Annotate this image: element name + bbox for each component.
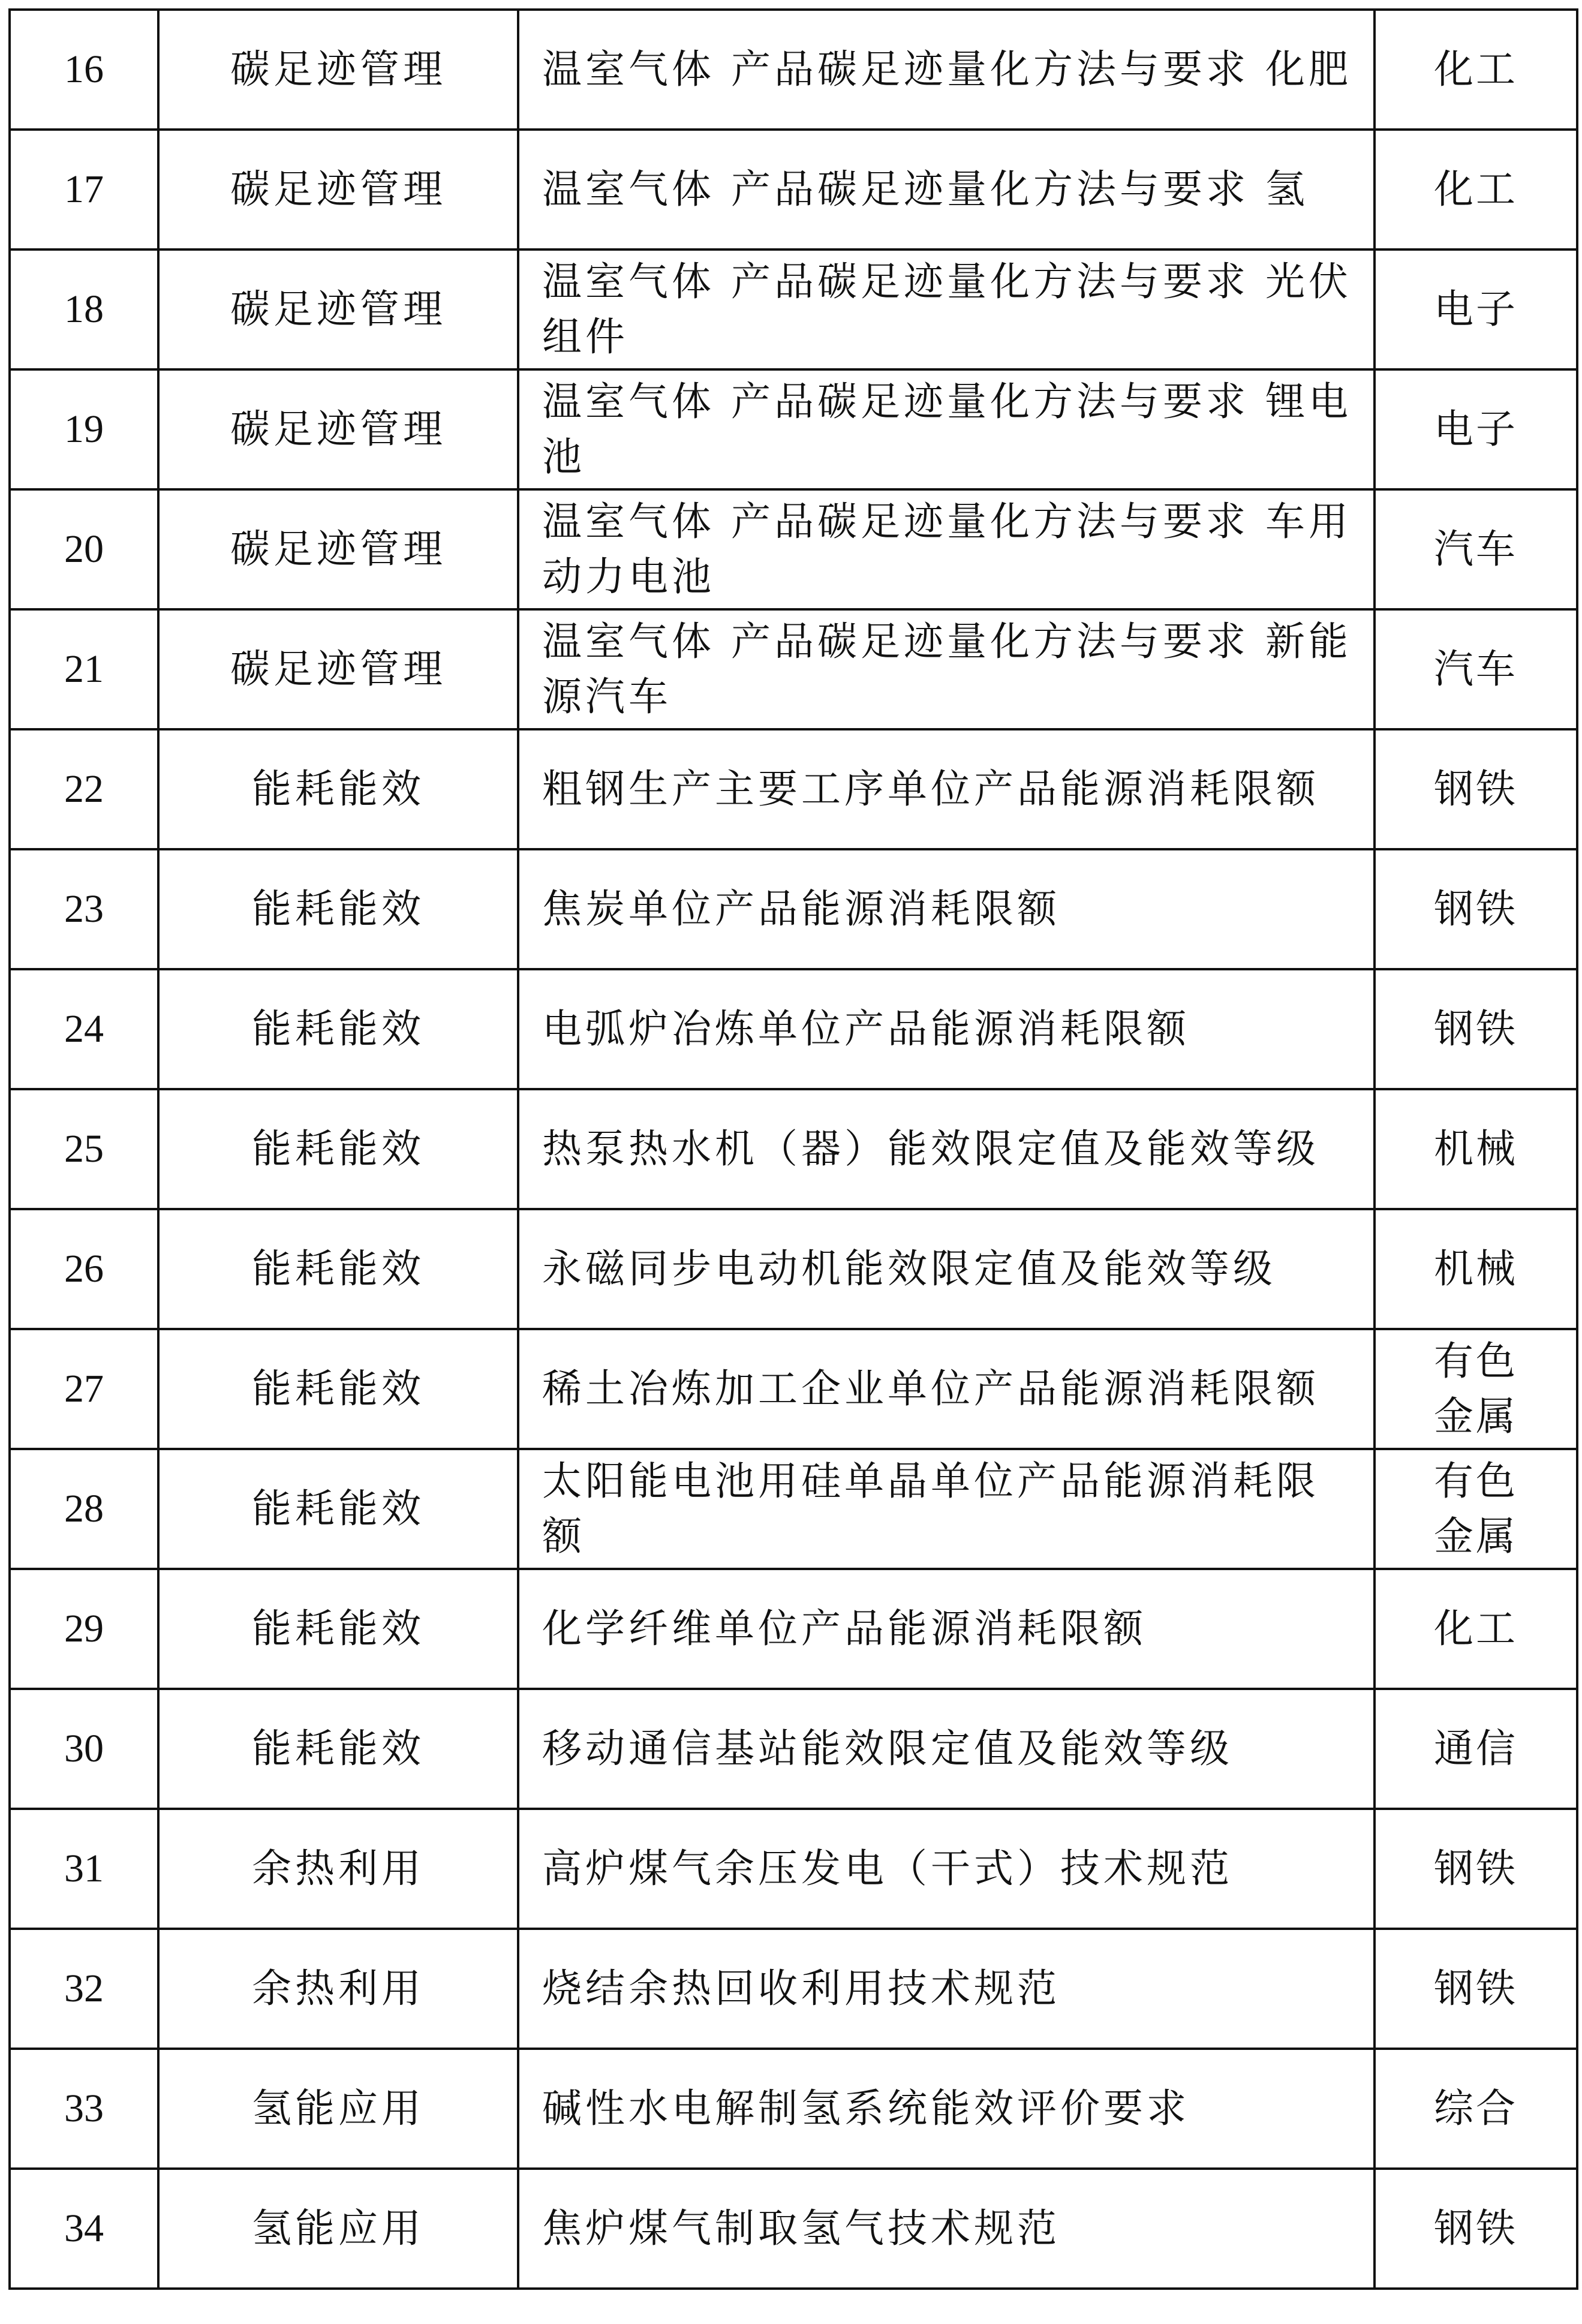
row-number: 26 [10,1209,158,1329]
table-row [10,729,1577,849]
row-standard-name: 焦炭单位产品能源消耗限额 [518,849,1375,969]
row-industry-label: 钢铁 [1434,1845,1518,1892]
row-number: 22 [10,729,158,849]
row-standard-name: 粗钢生产主要工序单位产品能源消耗限额 [518,729,1375,849]
row-category: 能耗能效 [158,1569,518,1689]
row-category: 碳足迹管理 [158,489,518,609]
row-industry-label: 汽车 [1434,526,1518,572]
row-category: 碳足迹管理 [158,10,518,130]
row-category: 碳足迹管理 [158,609,518,729]
row-industry-label: 通信 [1434,1725,1518,1772]
row-industry-label: 电子 [1434,406,1518,452]
row-industry-label: 钢铁 [1434,1006,1518,1052]
row-standard-name: 温室气体 产品碳足迹量化方法与要求 锂电池 [518,369,1375,489]
table-row [10,1329,1577,1449]
table-row [10,969,1577,1089]
row-category: 碳足迹管理 [158,249,518,369]
row-industry [1375,1089,1577,1209]
row-number: 17 [10,130,158,249]
table-row [10,1449,1577,1569]
row-category: 能耗能效 [158,849,518,969]
row-category: 氢能应用 [158,2049,518,2169]
row-industry-label: 化工 [1434,46,1518,92]
row-number: 24 [10,969,158,1089]
row-industry [1375,1449,1577,1569]
row-industry-label: 综合 [1434,2085,1518,2131]
row-number: 33 [10,2049,158,2169]
row-industry [1375,1329,1577,1449]
row-number: 28 [10,1449,158,1569]
row-category: 余热利用 [158,1929,518,2049]
table-row [10,1209,1577,1329]
row-standard-name: 温室气体 产品碳足迹量化方法与要求 化肥 [518,10,1375,130]
row-number: 32 [10,1929,158,2049]
row-standard-name: 电弧炉冶炼单位产品能源消耗限额 [518,969,1375,1089]
row-category: 能耗能效 [158,729,518,849]
row-industry-label: 钢铁 [1434,2205,1518,2251]
row-number: 27 [10,1329,158,1449]
row-standard-name: 温室气体 产品碳足迹量化方法与要求 车用动力电池 [518,489,1375,609]
table-row [10,369,1577,489]
row-industry-label: 有色金属 [1434,1458,1518,1559]
row-industry [1375,969,1577,1089]
table-row [10,2169,1577,2289]
row-industry [1375,609,1577,729]
row-standard-name: 温室气体 产品碳足迹量化方法与要求 新能源汽车 [518,609,1375,729]
row-industry [1375,2049,1577,2169]
row-standard-name: 永磁同步电动机能效限定值及能效等级 [518,1209,1375,1329]
row-number: 21 [10,609,158,729]
row-number: 16 [10,10,158,130]
row-industry-label: 化工 [1434,166,1518,212]
row-industry-label: 化工 [1434,1606,1518,1652]
table-row [10,1929,1577,2049]
row-category: 氢能应用 [158,2169,518,2289]
row-number: 18 [10,249,158,369]
row-industry-label: 电子 [1434,286,1518,332]
row-standard-name: 碱性水电解制氢系统能效评价要求 [518,2049,1375,2169]
row-standard-name: 稀土冶炼加工企业单位产品能源消耗限额 [518,1329,1375,1449]
row-industry-label: 汽车 [1434,646,1518,692]
row-industry [1375,1569,1577,1689]
row-industry-label: 有色金属 [1434,1338,1518,1439]
table-row [10,1569,1577,1689]
row-standard-name: 温室气体 产品碳足迹量化方法与要求 光伏组件 [518,249,1375,369]
row-category: 能耗能效 [158,1089,518,1209]
table-row [10,2049,1577,2169]
row-number: 20 [10,489,158,609]
row-number: 29 [10,1569,158,1689]
table-row [10,609,1577,729]
row-industry [1375,10,1577,130]
row-industry-label: 钢铁 [1434,766,1518,812]
row-category: 能耗能效 [158,1209,518,1329]
row-number: 19 [10,369,158,489]
table-row [10,489,1577,609]
row-industry [1375,1809,1577,1929]
row-standard-name: 烧结余热回收利用技术规范 [518,1929,1375,2049]
row-industry [1375,849,1577,969]
row-industry [1375,1689,1577,1809]
row-standard-name: 温室气体 产品碳足迹量化方法与要求 氢 [518,130,1375,249]
row-industry-label: 机械 [1434,1126,1518,1172]
row-category: 碳足迹管理 [158,130,518,249]
row-number: 25 [10,1089,158,1209]
row-number: 23 [10,849,158,969]
row-standard-name: 热泵热水机（器）能效限定值及能效等级 [518,1089,1375,1209]
row-standard-name: 高炉煤气余压发电（干式）技术规范 [518,1809,1375,1929]
table-row [10,1689,1577,1809]
row-industry [1375,1929,1577,2049]
standards-table [8,8,1578,2290]
row-number: 31 [10,1809,158,1929]
row-industry [1375,249,1577,369]
row-industry [1375,1209,1577,1329]
table-row [10,130,1577,249]
row-industry-label: 机械 [1434,1246,1518,1292]
row-industry [1375,489,1577,609]
row-category: 碳足迹管理 [158,369,518,489]
table-row [10,849,1577,969]
row-industry-label: 钢铁 [1434,1965,1518,2012]
row-number: 34 [10,2169,158,2289]
row-standard-name: 移动通信基站能效限定值及能效等级 [518,1689,1375,1809]
table-row [10,10,1577,130]
row-number: 30 [10,1689,158,1809]
row-industry [1375,729,1577,849]
row-industry-label: 钢铁 [1434,886,1518,932]
row-industry [1375,130,1577,249]
row-category: 能耗能效 [158,969,518,1089]
row-category: 余热利用 [158,1809,518,1929]
row-standard-name: 焦炉煤气制取氢气技术规范 [518,2169,1375,2289]
row-standard-name: 化学纤维单位产品能源消耗限额 [518,1569,1375,1689]
row-category: 能耗能效 [158,1449,518,1569]
row-category: 能耗能效 [158,1689,518,1809]
table-row [10,249,1577,369]
row-standard-name: 太阳能电池用硅单晶单位产品能源消耗限额 [518,1449,1375,1569]
row-industry [1375,2169,1577,2289]
table-row [10,1809,1577,1929]
table-row [10,1089,1577,1209]
row-industry [1375,369,1577,489]
row-category: 能耗能效 [158,1329,518,1449]
